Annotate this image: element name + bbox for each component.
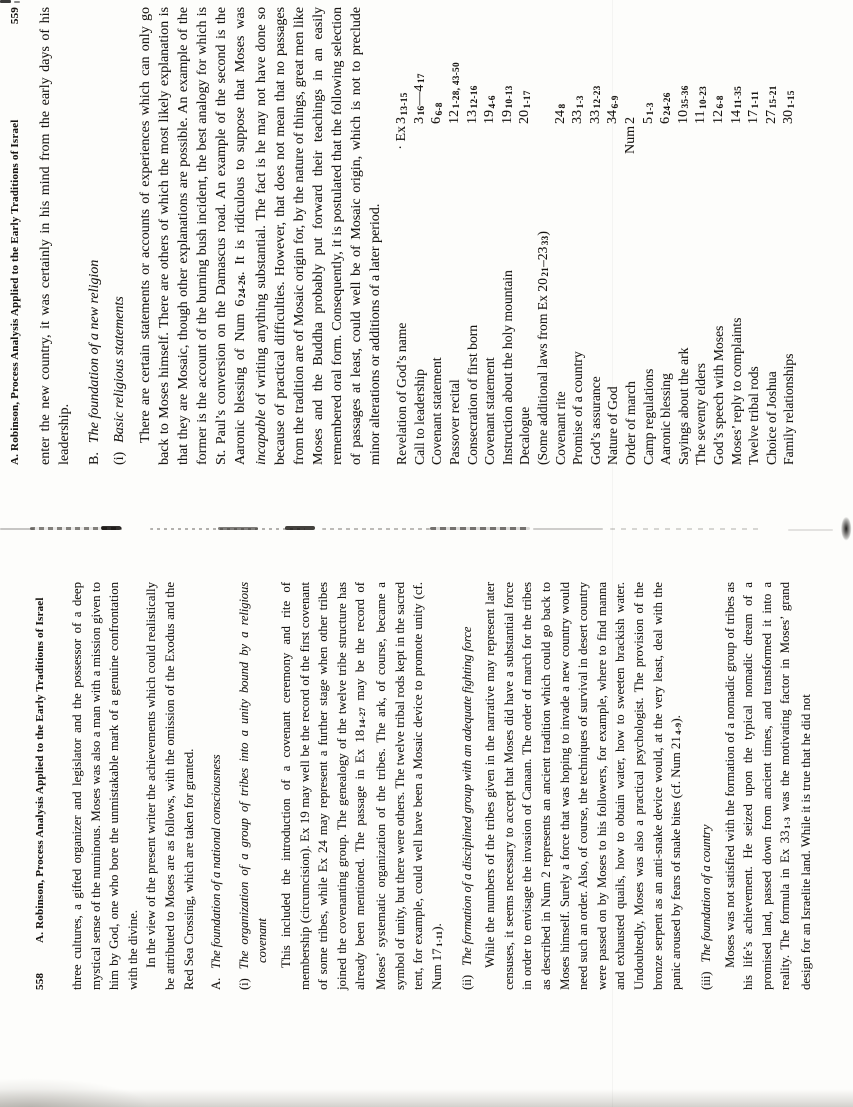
page-559 [0,0,853,553]
passage-label: Promise of a country [570,351,586,465]
passage-row [622,7,640,465]
passage-row [604,7,622,465]
passage-label: Passover recital [447,379,463,465]
passage-reference: 1411-35 [728,85,744,124]
passage-row [481,7,499,465]
passage-reference: 1910-13 [499,85,515,124]
passage-row [393,7,411,465]
paragraph: enter the new country, it was certainly in his mind from the early days of his leadership. [38,7,72,465]
scan-fold-artifact [218,527,258,530]
paragraph: This included the introduction of a covenant ceremony and rite of membership (circumcision). Ex 19 may well be the record of the first covenant of some tribes, while Ex 24 may represent a further stage when other tribes joined the covenanting group. The genealogy of the twelve tribe structure has already been mentioned. The passage in Ex 1814-27 may be the record of Moses’ systematic organization of the tribes. The ark, of course, became a symbol of unity, but there were others. The twelve tribal rods kept in the sacred tent, for example, could well have been a Mosaic device to promote unity (cf. Num 171-11). [278,582,445,990]
scan-fold-artifact [285,526,315,530]
passage-label: Covenant statement [482,357,498,465]
section-heading [207,582,226,990]
passage-label: Instruction about the holy mountain [499,270,515,465]
page-number: 558 [34,972,46,990]
passage-reference: 66-8 [429,102,445,124]
passage-label: Consecration of first born [464,324,480,465]
passage-row [552,7,570,465]
passage-reference: 624-26 [658,92,674,124]
paragraph: three cultures, a gifted organizer and legislator and the possessor of a deep mystical sense of the numinous. Moses was also a man with a mission given to him by God, one who bore the unmistakable mark of a genuine confrontation with the divine. [70,582,140,990]
passage-reference: 1312-16 [464,85,480,124]
passage-row [534,7,552,465]
passage-label: Decalogue [517,406,533,465]
passage-reference: 1035-36 [675,85,691,124]
paragraph: In the view of the present writer the achievements which could realistically be attributed to Moses are as follows, with the omission of the Exodus and the Red Sea Crossing, which are taken for granted. [144,582,196,990]
subsection-numeral: (iii) [698,971,713,990]
passage-row [780,7,798,465]
passage-reference: 171-11 [746,90,762,124]
page-558 [0,553,853,1107]
passage-label: Sayings about the ark [675,347,691,465]
subsection-heading [235,582,272,990]
subsection-numeral: (ii) [459,975,474,990]
scan-fold-artifact [101,526,121,530]
subsection-numeral: (i) [112,451,127,465]
passage-reference: 346-9 [605,95,621,124]
passage-reference: 248 [552,103,568,124]
passage-row [569,7,587,465]
passage-label: (Some additional laws from Ex 2021–2333) [535,231,551,465]
passage-label: Moses’ reply to complaints [728,317,744,465]
subsection-title: The organization of a group of tribes into a unity bound by a religious covenant [236,582,270,970]
running-header [33,582,48,990]
passage-label: God’s speech with Moses [710,325,726,465]
scan-fold-artifact [533,528,603,530]
passage-row [657,7,675,465]
scan-fold-artifact [430,527,530,530]
passage-row [763,7,781,465]
subsection-heading [697,582,716,990]
paragraph: Moses was not satisfied with the formation of a nomadic group of tribes as his life’s achievement. He seized upon the typical nomadic dream of a promised land, passed down from ancient times, and transformed it into a reality. The formula in Ex 331-3 was the motivating factor in Moses’ grand design for an Israelite land. While it is true that he did not [722,582,814,990]
subsection-heading [110,7,129,465]
passage-reference: 316—417 [411,73,427,124]
passage-row [446,7,464,465]
passage-reference: 331-3 [570,95,586,124]
passage-row [428,7,446,465]
passage-row [745,7,763,465]
subsection-title: The formation of a disciplined group with an adequate fighting force [459,626,474,966]
passage-label: Choice of Joshua [763,371,779,465]
subsection-numeral: (i) [236,978,251,990]
passage-row [692,7,710,465]
section-heading [85,7,104,465]
passage-reference: 201-17 [517,90,533,124]
passage-row [411,7,429,465]
passage-label: Nature of God [605,386,621,465]
scan-speck [14,1,20,3]
scan-speck [0,0,11,3]
passage-label: Family relationships [781,353,797,465]
passage-row [464,7,482,465]
passage-row [587,7,605,465]
passage-reference: 126-8 [710,95,726,124]
passage-list [393,7,798,465]
passage-label: Twelve tribal rods [746,366,762,465]
ink-blot [836,508,853,554]
passage-label: The seventy elders [693,363,709,465]
subsection-title: Basic religious statements [112,296,127,443]
passage-label: Revelation of God’s name [394,322,410,465]
scan-fold-artifact [322,528,430,530]
passage-reference: 301-15 [781,90,797,124]
scanner-streak [612,0,613,1107]
passage-row [640,7,658,465]
passage-reference: 121-28, 43-50 [447,62,463,124]
scan-fold-artifact [788,529,833,531]
paragraph: There are certain statements or accounts of experiences which can only go back to Moses himself. There are others of which the most likely explanation is that they are Mosaic, though other explanations are possible. An example of the former is the account of the burning bush incident, the best analogy for which is St. Paul’s conversion on the Damascus road. An example of the second is the Aaronic blessing of Num 624-26. It is ridiculous to suppose that Moses was incapable of writing anything substantial. The fact is he may not have done so because of practical difficulties. However, that does not mean that no passages from the tradition are of Mosaic origin for, by the nature of things, great men like Moses and the Buddha probably put forward their teachings in an easily remembered oral form. Consequently, it is postulated that the following selection of passages at least, could well be of Mosaic origin, which is not to preclude minor alterations or additions of a later period. [138,7,384,465]
scan-fold-artifact [610,528,760,530]
running-title: A. Robinson, Process Analysis Applied to the Early Traditions of Israel [9,119,21,465]
passage-label: Aaronic blessing [658,373,674,465]
passage-reference: 51-3 [640,102,656,124]
passage-reference: 194-6 [482,95,498,124]
passage-label: Call to leadership [411,369,427,465]
passage-label: Covenant statement [429,357,445,465]
reference-book: Num [623,126,638,154]
passage-row [675,7,693,465]
paragraph: While the numbers of the tribes given in the narrative may represent later censuses, it seems necessary to accept that Moses did have a substantial force in order to envisage the invasion of Canaan. The order of march for the tribes as described in Num 2 represents an ancient tradition which could go back to Moses himself. Surely a force that was hoping to invade a new country would need such an order. Also, of course, the techniques of survival in desert country were passed on by Moses to his followers, for example, where to find manna and exhausted quails, how to obtain water, how to sweeten brackish water. Undoubtedly, Moses was also a practical psychologist. The provision of the bronze serpent as an anti-snake device would, at the very least, deal with the panic aroused by fears of snake bites (cf. Num 214-9). [483,582,684,990]
passage-label: Covenant rite [552,391,568,465]
passage-row [516,7,534,465]
passage-reference [534,124,552,159]
passage-reference: 3312-23 [587,85,603,124]
scan-fold-artifact [0,528,34,530]
subsection-heading [458,582,477,990]
passage-row [499,7,517,465]
section-title: The foundation of a national consciousness [209,754,224,969]
passage-row [710,7,728,465]
section-letter: A. [209,977,224,990]
section-title: The foundation of a new religion [87,259,102,444]
section-letter: B. [87,452,102,465]
page-number: 559 [9,7,21,25]
passage-reference: · Ex313-15 [393,92,413,159]
passage-row [728,7,746,465]
scan-edge-shadow [0,1078,150,1107]
passage-reference: 2715-21 [763,85,779,124]
reference-book: · Ex [394,126,410,150]
running-header [8,7,23,465]
running-title: A. Robinson, Process Analysis Applied to the Early Traditions of Israel [34,597,46,943]
passage-reference: Num2 [622,117,640,159]
subsection-title: The foundation of a country [698,824,713,963]
passage-label: Order of march [623,381,638,465]
passage-label: God’s assurance [587,376,603,465]
passage-label: Camp regulations [640,368,656,465]
passage-reference: 1110-23 [693,85,709,124]
